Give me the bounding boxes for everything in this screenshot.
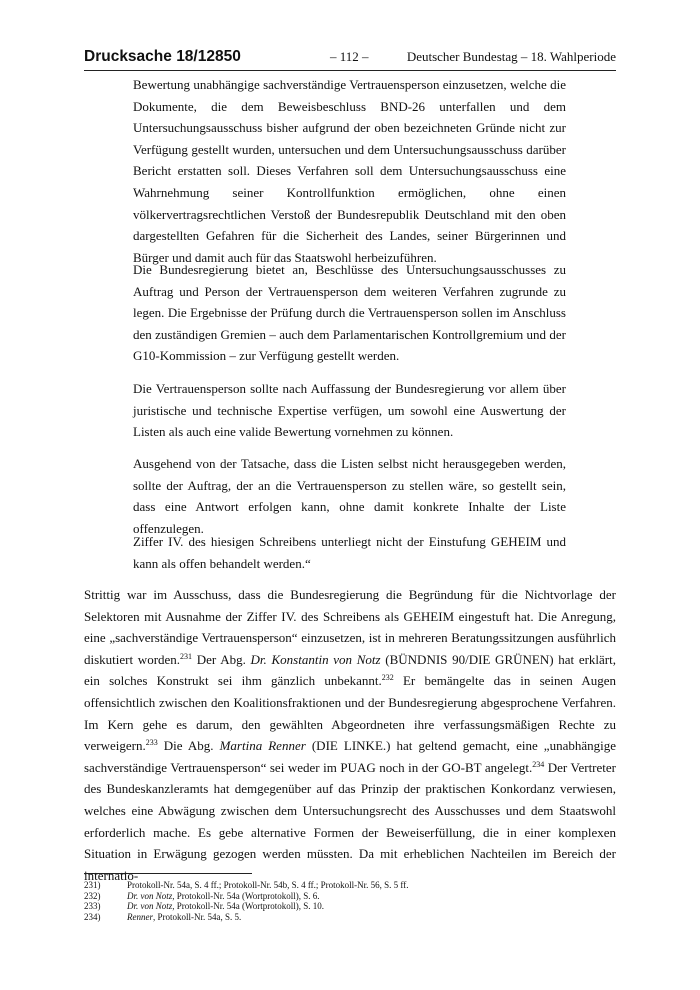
quote-paragraph-1: Bewertung unabhängige sachverständige Vertrauensperson einzusetzen, welche die Dokumente, die dem Beweisbeschluss BND-26 unterfallen und dem Untersuchungsausschuss bisher aufgrund der oben bezeichneten Gründe nicht zur Verfügung gestellt wurden, untersuchen und dem Untersuchungsausschuss darüber Bericht erstatten soll. Dieses Verfahren soll dem Untersuchungsausschuss eine Wahrnehmung seiner Kontrollfunktion ermöglichen, ohne einen völkervertragsrechtlichen Verstoß der Bundesrepublik Deutschland mit den oben dargestellten Gefahren für die Sicherheit des Landes, seiner Bürgerinnen und Bürger und damit auch für das Staatswohl herbeizuführen. (133, 77, 566, 265)
footnote-ref-232: 232 (381, 673, 394, 683)
person-name: Martina Renner (219, 738, 306, 754)
quote-paragraph-2: Die Bundesregierung bietet an, Beschlüsse des Untersuchungsausschusses zu Auftrag und Person der Vertrauensperson dem weiteren Verfahren zugrunde zu legen. Die Ergebnisse der Prüfung durch die Vertrauensperson sollen im Anschluss den zuständigen Gremien – auch dem Parlamentarischen Kontrollgremium und der G10-Kommission – zur Verfügung gestellt werden. (133, 262, 566, 364)
quote-paragraph-3: Die Vertrauensperson sollte nach Auffassung der Bundesregierung vor allem über juristische und technische Expertise verfügen, um sowohl eine Auswertung der Listen als auch eine valide Bewertung vornehmen zu können. (133, 381, 566, 440)
footnote-232: 232) Dr. von Notz, Protokoll-Nr. 54a (Wortprotokoll), S. 6. (84, 890, 320, 901)
document-number: Drucksache 18/12850 (84, 48, 241, 65)
footnote-231: 231) Protokoll-Nr. 54a, S. 4 ff.; Protokoll-Nr. 54b, S. 4 ff.; Protokoll-Nr. 56, S. 5 ff. (84, 880, 409, 890)
footnote-234: 234) Renner, Protokoll-Nr. 54a, S. 5. (84, 911, 242, 922)
footnote-ref-233: 233 (145, 738, 158, 748)
footnote-ref-234: 234 (532, 759, 545, 769)
person-name: Dr. Konstantin von Notz (250, 651, 381, 667)
quote-paragraph-5: Ziffer IV. des hiesigen Schreibens unterliegt nicht der Einstufung GEHEIM und kann als offen behandelt werden.“ (133, 534, 566, 571)
page-header (84, 48, 616, 71)
footnote-ref-231: 231 (180, 651, 193, 661)
footnotes (84, 880, 616, 922)
footnote-233: 233) Dr. von Notz, Protokoll-Nr. 54a (Wortprotokoll), S. 10. (84, 901, 325, 912)
page-number: – 112 – (330, 49, 369, 64)
publisher: Deutscher Bundestag – 18. Wahlperiode (406, 49, 616, 64)
body-paragraph: Strittig war im Ausschuss, dass die Bundesregierung die Begründung für die Nichtvorlage der Selektoren mit Ausnahme der Ziffer IV. des Schreibens als GEHEIM eingestuft hat. Die Anregung, eine „sachverständige Vertrauensperson“ einzusetzen, ist in mehreren Beratungssitzungen ausführlich diskutiert worden.$^{231}$ Der Abg. Dr. Konstantin von Notz (BÜNDNIS 90/DIE GRÜNEN) hat erklärt, ein solches Konstrukt sei ihm gänzlich unbekannt.$^{232}$ Er bemängelte das in seinen Augen offensichtlich zwischen den Koalitionsfraktionen und der Bundesregierung abgesprochene Verfahren. Im Kern gehe es darum, den gewählten Abgeordneten ihre verfassungsmäßigen Rechte zu verweigern.$^{233}$ Die Abg. Martina Renner (DIE LINKE.) hat geltend gemacht, eine „unabhängige sachverständige Vertrauensperson“ sei weder im PUAG noch in der GO-BT angelegt.$^{234}$ Der Vertreter des Bundeskanzleramts hat demgegenüber auf das Prinzip der praktischen Konkordanz verwiesen, welches eine Abwägung zwischen dem Untersuchungsrecht des Ausschusses und dem Staatswohl erforderlich mache. Es gebe alternative Formen der Beweiserfüllung, die in einer komplexen Situation in Erwägung gezogen werden müssten. Da mit erheblichen Nachteilen im Bereich der internatio- (84, 587, 617, 883)
quote-paragraph-4: Ausgehend von der Tatsache, dass die Listen selbst nicht herausgegeben werden, sollte der Auftrag, der an die Vertrauensperson zu stellen wäre, so gestellt sein, dass eine Antwort erfolgen kann, ohne damit konkrete Inhalte der Liste offenzulegen. (133, 456, 566, 536)
footnote-divider (84, 873, 252, 874)
